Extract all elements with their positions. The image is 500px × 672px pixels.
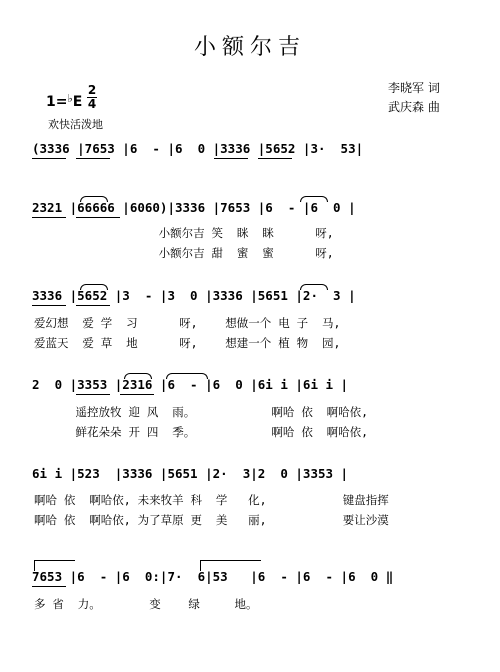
time-signature-bottom: 4 — [87, 97, 97, 111]
slur — [300, 196, 328, 202]
time-signature-top: 2 — [87, 83, 97, 97]
composer-credit: 武庆森 曲 — [388, 100, 440, 114]
key-prefix: 1= — [46, 94, 68, 110]
song-title: 小额尔吉 — [193, 35, 306, 60]
beam — [76, 158, 110, 159]
beam — [76, 217, 120, 218]
lyric-line-5-verse-1: 啊哈 依 啊哈依, 未来牧羊 科 学 化, 键盘指挥 — [34, 493, 389, 507]
beam — [258, 158, 292, 159]
lyric-line-4-verse-2: 鲜花朵朵 开 四 季。 啊哈 依 啊哈依, — [34, 425, 369, 439]
beam — [32, 305, 66, 306]
beam — [76, 394, 110, 395]
beam — [120, 394, 154, 395]
music-line-6: 7653 |6 - |6 0:|7· 6|53 |6 - |6 - |6 0 ‖ — [32, 569, 394, 584]
lyric-line-2-verse-1: 小额尔吉 笑 眯 眯 呀, — [34, 226, 334, 240]
lyric-line-3-verse-2: 爱蓝天 爱 草 地 呀, 想建一个 植 物 园, — [34, 336, 341, 350]
slur — [166, 373, 208, 379]
lyric-line-4-verse-1: 遥控放牧 迎 风 雨。 啊哈 依 啊哈依, — [34, 405, 369, 419]
music-line-2: 2321 |66666 |6060)|3336 |7653 |6 - |6 0 | — [32, 200, 356, 215]
lyric-line-3-verse-1: 爱幻想 爱 学 习 呀, 想做一个 电 子 马, — [34, 316, 341, 330]
key-signature — [46, 92, 82, 110]
key-note: E — [72, 94, 83, 110]
music-line-3: 3336 |5652 |3 - |3 0 |3336 |5651 |2· 3 | — [32, 288, 356, 303]
music-line-1: (3336 |7653 |6 - |6 0 |3336 |5652 |3· 53| — [32, 141, 364, 156]
music-line-5: 6i i |523 |3336 |5651 |2· 3|2 0 |3353 | — [32, 466, 349, 481]
lyric-line-6-verse-1: 多 省 力。 变 绿 地。 — [34, 597, 258, 611]
beam — [32, 586, 66, 587]
music-line-4: 2 0 |3353 |2316 |6 - |6 0 |6i i |6i i | — [32, 377, 349, 392]
beam — [214, 158, 248, 159]
slur — [300, 284, 328, 290]
lyricist-credit: 李晓军 词 — [388, 81, 440, 95]
beam — [32, 217, 66, 218]
tempo-marking: 欢快活泼地 — [48, 118, 103, 131]
time-signature — [86, 84, 98, 111]
slur — [80, 284, 108, 290]
beam — [32, 158, 66, 159]
lyric-line-2-verse-2: 小额尔吉 甜 蜜 蜜 呀, — [34, 246, 334, 260]
slur — [80, 196, 108, 202]
flat-sign: ♭ — [67, 92, 73, 105]
slur — [124, 373, 152, 379]
lyric-line-5-verse-2: 啊哈 依 啊哈依, 为了草原 更 美 丽, 要让沙漠 — [34, 513, 389, 527]
beam — [76, 305, 110, 306]
